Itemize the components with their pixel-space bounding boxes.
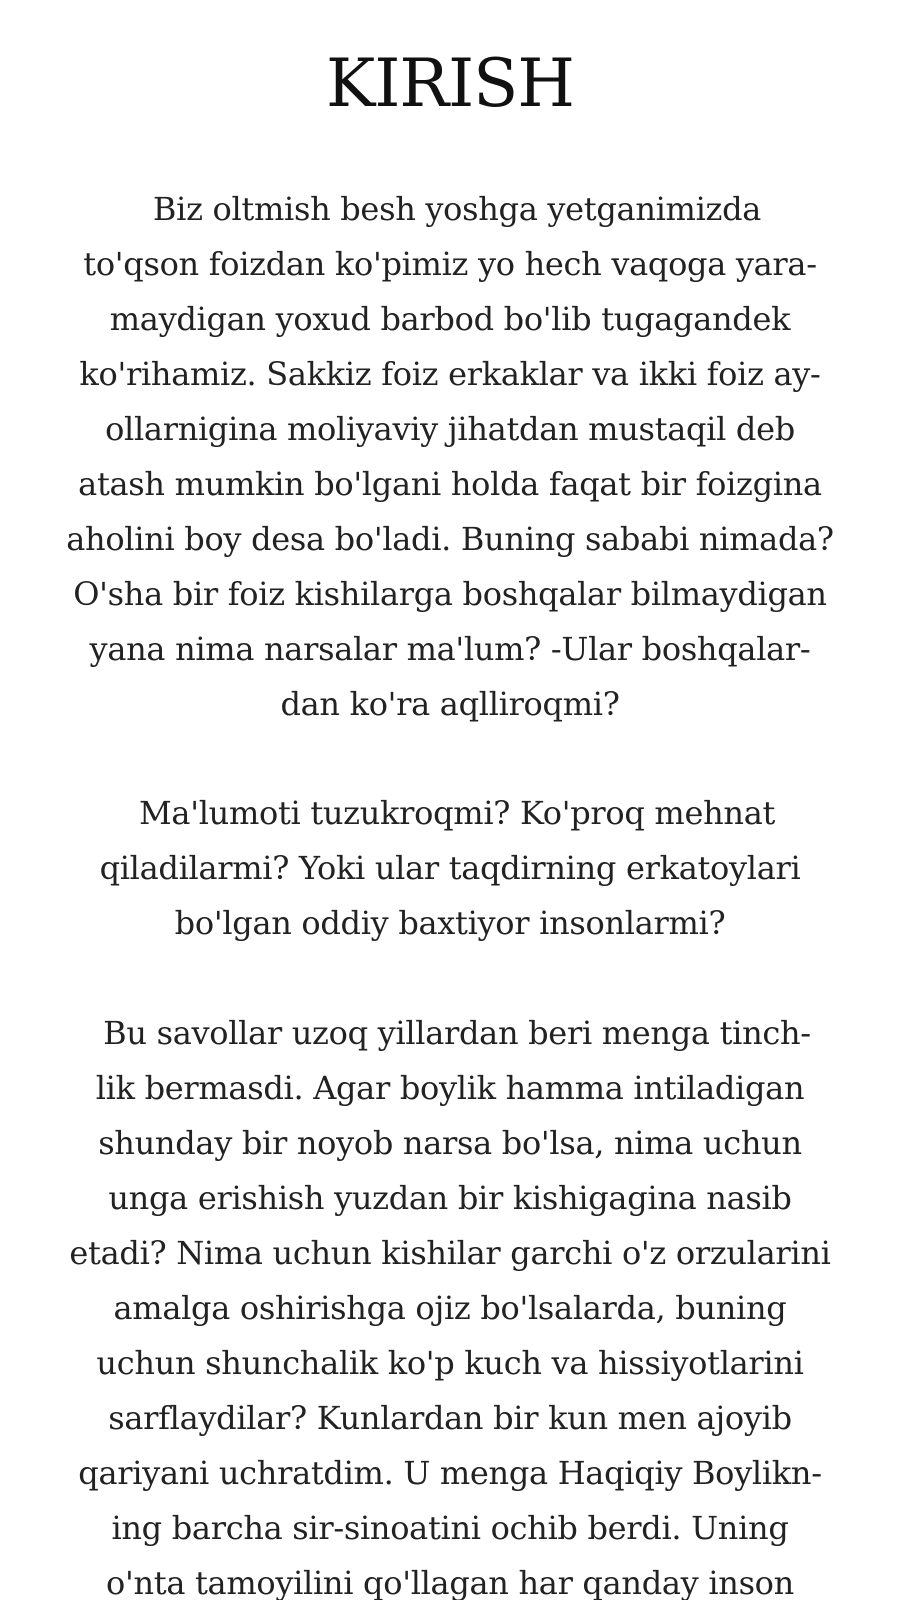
text-line: amalga oshirishga ojiz bo'lsalarda, buning <box>113 1289 787 1327</box>
text-line: sarflaydilar? Kunlardan bir kun men ajoyib <box>108 1399 792 1437</box>
text-line: bo'lgan oddiy baxtiyor insonlarmi? <box>174 904 726 942</box>
text-line: dan ko'ra aqlliroqmi? <box>280 685 620 723</box>
text-line: aholini boy desa bo'ladi. Buning sababi nimada? <box>66 520 834 558</box>
text-line: O'sha bir foiz kishilarga boshqalar bilmaydigan <box>73 575 827 613</box>
text-line: atash mumkin bo'lgani holda faqat bir foizgina <box>78 465 822 503</box>
text-line: to'qson foizdan ko'pimiz yo hech vaqoga yara- <box>83 245 817 283</box>
text-line: shunday bir noyob narsa bo'lsa, nima uchun <box>98 1124 802 1162</box>
paragraph-3 <box>0 1006 900 1600</box>
text-line: ing barcha sir-sinoatini ochib berdi. Uning <box>111 1509 789 1547</box>
text-line: Ma'lumoti tuzukroqmi? Ko'proq mehnat <box>138 794 776 832</box>
text-line: yana nima narsalar ma'lum? -Ular boshqalar- <box>89 630 811 668</box>
text-line: Biz oltmish besh yoshga yetganimizda <box>152 190 762 228</box>
text-line: lik bermasdi. Agar boylik hamma intiladigan <box>95 1069 805 1107</box>
text-line: uchun shunchalik ko'p kuch va hissiyotlarini <box>96 1344 804 1382</box>
text-line: qiladilarmi? Yoki ular taqdirning erkatoylari <box>99 849 801 887</box>
text-line: qariyani uchratdim. U menga Haqiqiy Boylikn- <box>78 1454 822 1492</box>
text-line: Bu savollar uzoq yillardan beri menga tinch- <box>103 1014 811 1052</box>
text-line: ollarnigina moliyaviy jihatdan mustaqil deb <box>105 410 795 448</box>
paragraph-1 <box>0 182 900 732</box>
text-line: maydigan yoxud barbod bo'lib tugagandek <box>109 300 791 338</box>
text-line: ko'rihamiz. Sakkiz foiz erkaklar va ikki foiz ay- <box>79 355 821 393</box>
chapter-title: KIRISH <box>326 45 574 122</box>
text-line: o'nta tamoyilini qo'llagan har qanday inson <box>106 1564 794 1600</box>
text-line: etadi? Nima uchun kishilar garchi o'z orzularini <box>69 1234 831 1272</box>
text-line: unga erishish yuzdan bir kishigagina nasib <box>108 1179 792 1217</box>
paragraph-2 <box>0 786 900 951</box>
